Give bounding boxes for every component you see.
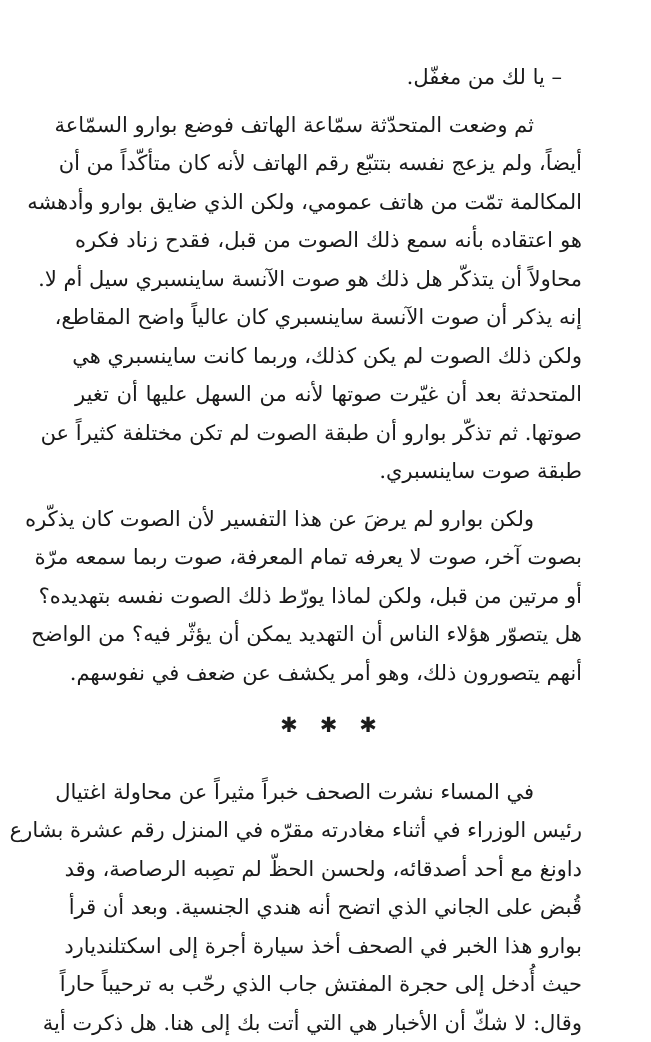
book-page (75, 58, 582, 1042)
text-line: بوارو هذا الخبر في الصحف أخذ سيارة أجرة إلى اسكتلنديارد (75, 927, 582, 966)
text-line: المكالمة تمّت من هاتف عمومي، ولكن الذي ضايق بوارو وأدهشه (75, 183, 582, 222)
text-line: بصوت آخر، صوت لا يعرفه تمام المعرفة، صوت ربما سمعه مرّة (75, 538, 582, 577)
paragraph-1 (75, 58, 582, 97)
paragraph-4 (75, 773, 582, 1042)
text-line: هل يتصوّر هؤلاء الناس أن التهديد يمكن أن يؤثّر فيه؟ من الواضح (75, 615, 582, 654)
text-line: – يا لك من مغفّل. (75, 58, 582, 97)
text-line: أو مرتين من قبل، ولكن لماذا يورّط ذلك الصوت نفسه بتهديده؟ (75, 577, 582, 616)
text-line: أيضاً، ولم يزعج نفسه بتتبّع رقم الهاتف لأنه كان متأكّداً من أن (75, 144, 582, 183)
text-line: صوتها. ثم تذكّر بوارو أن طبقة الصوت لم تكن مختلفة كثيراً عن (75, 414, 582, 453)
paragraph-3 (75, 500, 582, 693)
text-line: محاولاً أن يتذكّر هل ذلك هو صوت الآنسة ساينسبري سيل أم لا. (75, 260, 582, 299)
text-line: طبقة صوت ساينسبري. (75, 452, 582, 491)
text-line: المتحدثة بعد أن غيّرت صوتها لأنه من السهل عليها أن تغير (75, 375, 582, 414)
text-line: رئيس الوزراء في أثناء مغادرته مقرّه في المنزل رقم عشرة بشارع (75, 811, 582, 850)
text-line: داونغ مع أحد أصدقائه، ولحسن الحظّ لم تصِبه الرصاصة، وقد (75, 850, 582, 889)
text-line: في المساء نشرت الصحف خبراً مثيراً عن محاولة اغتيال (75, 773, 582, 812)
text-line: ولكن بوارو لم يرضَ عن هذا التفسير لأن الصوت كان يذكّره (75, 500, 582, 539)
text-line: وقال: لا شكّ أن الأخبار هي التي أتت بك إلى هنا. هل ذكرت أية (75, 1004, 582, 1042)
text-line: ولكن ذلك الصوت لم يكن كذلك، وربما كانت ساينسبري هي (75, 337, 582, 376)
text-line: حيث أُدخل إلى حجرة المفتش جاب الذي رحّب به ترحيباً حاراً (75, 965, 582, 1004)
text-line: ثم وضعت المتحدّثة سمّاعة الهاتف فوضع بوارو السمّاعة (75, 106, 582, 145)
section-separator: ✱✱✱ (75, 706, 582, 745)
text-line: قُبض على الجاني الذي اتضح أنه هندي الجنسية. وبعد أن قرأ (75, 888, 582, 927)
text-line: هو اعتقاده بأنه سمع ذلك الصوت من قبل، فقدح زناد فكره (75, 221, 582, 260)
text-line: أنهم يتصورون ذلك، وهو أمر يكشف عن ضعف في نفوسهم. (75, 654, 582, 693)
text-line: إنه يذكر أن صوت الآنسة ساينسبري كان عالياً واضح المقاطع، (75, 298, 582, 337)
paragraph-2 (75, 106, 582, 491)
